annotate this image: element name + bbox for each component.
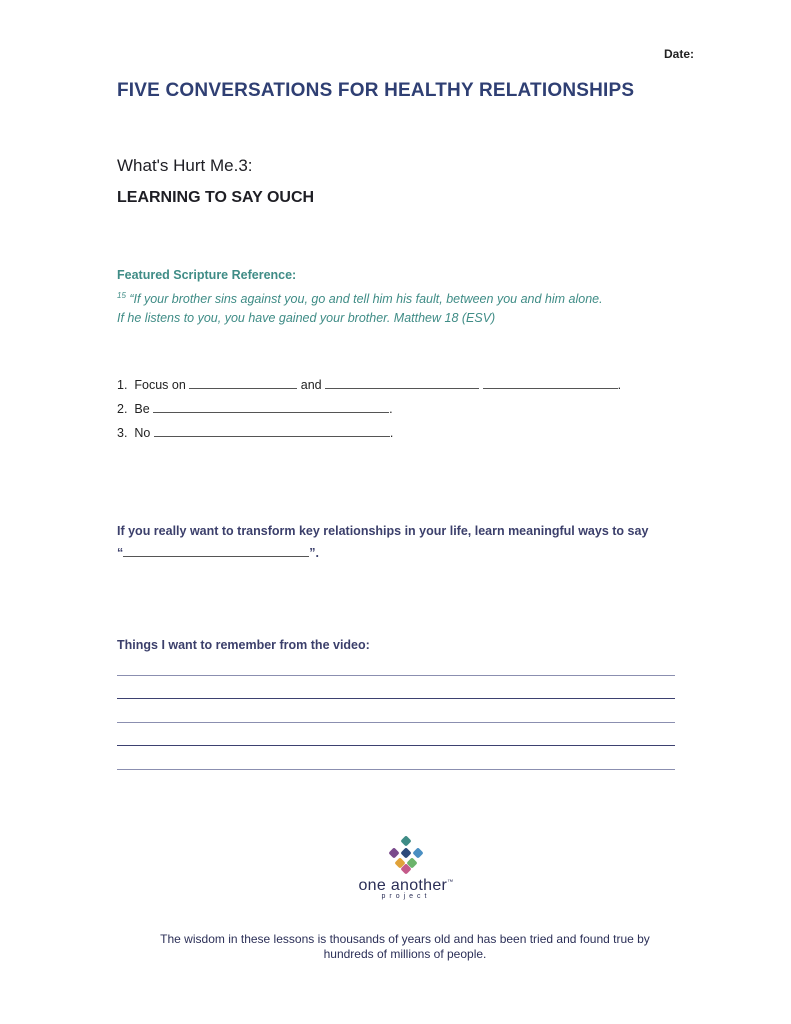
blank-line[interactable] (325, 377, 479, 389)
page-title: FIVE CONVERSATIONS FOR HEALTHY RELATIONSHIPS (117, 80, 635, 101)
fill-item-3 (117, 425, 621, 449)
note-line[interactable] (117, 675, 675, 676)
item-end: . (389, 402, 393, 416)
note-line[interactable] (117, 698, 675, 699)
item-text: No (134, 426, 151, 440)
open-quote: “ (117, 546, 124, 560)
note-line[interactable] (117, 722, 675, 723)
item-text: Focus on (134, 378, 186, 392)
scripture-text (117, 286, 717, 328)
transform-text: If you really want to transform key relationships in your life, learn meaningful ways to say (117, 524, 649, 538)
item-end: . (389, 426, 394, 440)
close-quote: ”. (309, 546, 319, 560)
logo-mark-icon (386, 835, 426, 875)
scripture-label: Featured Scripture Reference: (117, 268, 297, 282)
item-number: 1. (117, 378, 128, 392)
footer-line-1: The wisdom in these lessons is thousands of years old and has been tried and found true by (160, 932, 650, 946)
item-end: . (617, 378, 622, 392)
scripture-line-2: If he listens to you, you have gained your brother. Matthew 18 (ESV) (117, 311, 496, 326)
fill-item-1 (117, 377, 621, 401)
remember-label: Things I want to remember from the video: (117, 638, 370, 652)
one-another-logo (346, 835, 466, 900)
date-label: Date: (664, 47, 695, 61)
transform-statement (117, 520, 717, 564)
footer-line-2: hundreds of millions of people. (323, 947, 487, 961)
logo-name: one another™ (358, 877, 454, 894)
item-text: and (300, 378, 322, 392)
note-line[interactable] (117, 769, 675, 770)
lesson-subtitle: LEARNING TO SAY OUCH (117, 189, 315, 206)
lesson-title: What's Hurt Me.3: (117, 156, 253, 175)
footer-text (120, 932, 690, 962)
item-text: Be (134, 402, 150, 416)
blank-line[interactable] (123, 545, 309, 557)
fill-item-2 (117, 401, 621, 425)
blank-line[interactable] (189, 377, 297, 389)
blank-line[interactable] (153, 401, 389, 413)
item-number: 2. (117, 402, 128, 416)
blank-line[interactable] (483, 377, 618, 389)
logo-subtitle: project (381, 893, 431, 900)
blank-line[interactable] (154, 425, 390, 437)
verse-number: 15 (117, 291, 126, 300)
item-number: 3. (117, 426, 128, 440)
fill-in-list (117, 377, 621, 449)
scripture-line-1: “If your brother sins against you, go and tell him his fault, between you and him alone. (125, 292, 603, 307)
note-line[interactable] (117, 745, 675, 746)
